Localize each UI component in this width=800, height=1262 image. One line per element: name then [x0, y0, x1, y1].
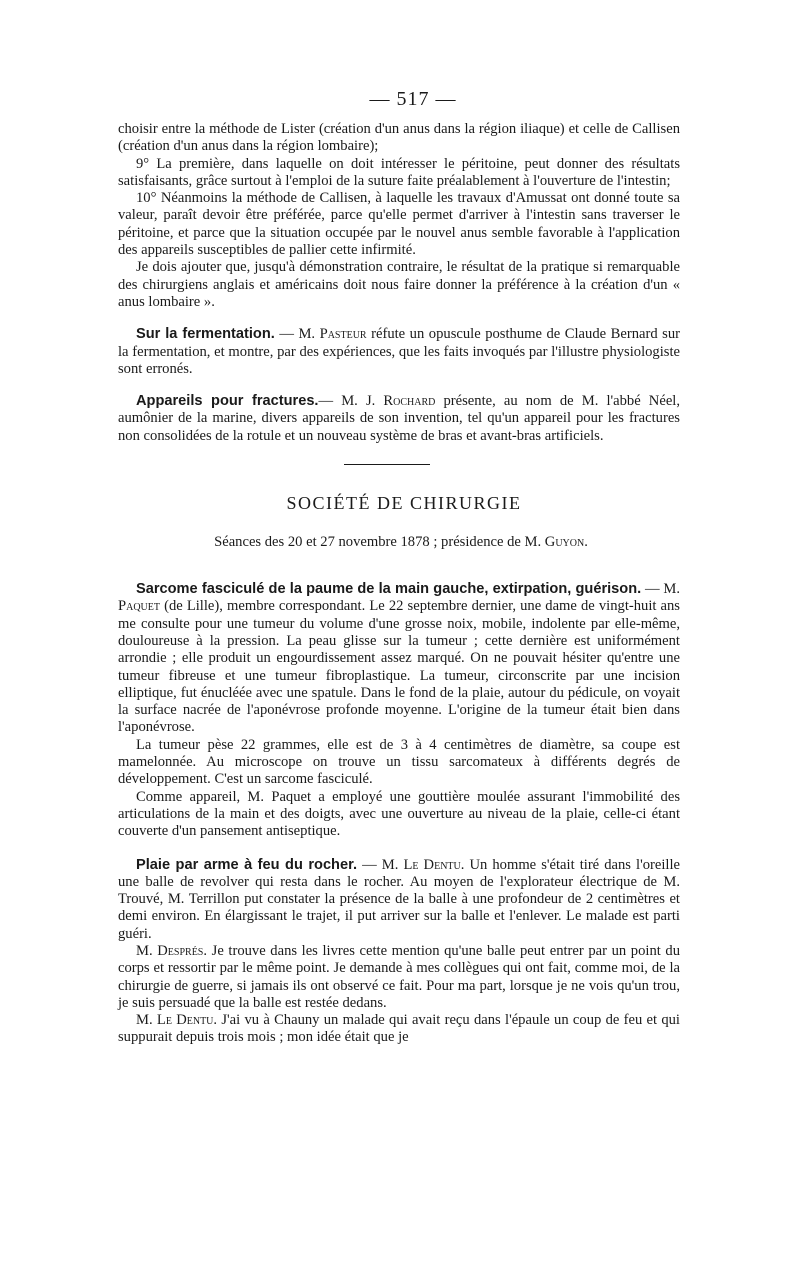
heading-appareils: Appareils pour fractures.: [136, 393, 319, 410]
paragraph-text: réfute un opuscule posthume de Claude Bernard sur la fermentation, et montre, par des expériences, que les faits invoqués par l'illustre physiologiste sont erronés.: [118, 326, 680, 377]
paragraph-point-10: 10° Néanmoins la méthode de Callisen, à laquelle les travaux d'Amussat ont donné toute sa valeur, paraît devoir être préférée, parce qu'elle permet d'arriver à l'intestin sans traverser le péritoine, et parce que la situation occupée par le nouvel anus semble favorable à l'application des appareils susceptibles de pallier cette infirmité.: [118, 190, 680, 259]
paragraph-text: présente, au nom de M. l'abbé Néel, aumônier de la marine, divers appareils de son invention, tel qu'un appareil pour les fractures non consolidées de la rotule et un nouveau système de bras et avant-bras artificiels.: [118, 393, 681, 444]
author-name: Le Dentu: [403, 856, 461, 873]
paragraph-lister-callisen: choisir entre la méthode de Lister (création d'un anus dans la région iliaque) et celle de Callisen (création d'un anus dans la région lombaire);: [118, 121, 680, 155]
heading-sarcome: Sarcome fasciculé de la paume de la main gauche, extirpation, guérison.: [136, 581, 642, 598]
dash: — M. J.: [318, 393, 384, 410]
paragraph-despres: [118, 943, 680, 1012]
subtitle-end: .: [584, 534, 588, 551]
paragraph-plaie: [118, 857, 680, 943]
author-name: Pasteur: [319, 326, 367, 343]
paragraph-text: (de Lille), membre correspondant. Le 22 septembre dernier, une dame de vingt-huit ans me consulte pour une tumeur du volume d'une grosse noix, mobile, indolente par elle-même, douloureuse à la pression. La peau glisse sur la tumeur ; cette dernière est uniformément arrondie ; elle produit un engourdissement assez marqué. On ne pouvait hésiter qu'entre une tumeur fibreuse et une tumeur fibroplastique. La tumeur, circonscrite par une incision elliptique, fut énucléée avec une spatule. Dans le fond de la plaie, autour du pédicule, on voyait la surface nacrée de l'aponévrose profonde moyenne. L'origine de la tumeur était bien dans l'aponévrose.: [118, 598, 680, 736]
dash: — M.: [274, 326, 320, 343]
section-divider: [344, 464, 430, 465]
paragraph-le-dentu: [118, 1012, 680, 1047]
heading-plaie: Plaie par arme à feu du rocher.: [136, 856, 358, 873]
section-title: SOCIÉTÉ DE CHIRURGIE: [286, 493, 522, 514]
paragraph-appareils: [118, 393, 680, 445]
heading-fermentation: Sur la fermentation.: [136, 326, 275, 343]
author-name: Rochard: [383, 393, 436, 410]
paragraph-sarcome-3: Comme appareil, M. Paquet a employé une gouttière moulée assurant l'immobilité des articulations de la main et des doigts, avec une ouverture au niveau de la plaie, celle-ci étant couverte d'un pansement antiseptique.: [118, 788, 680, 840]
dash: — M.: [641, 581, 680, 598]
paragraph-fermentation: [118, 326, 680, 378]
paragraph-conclusion: Je dois ajouter que, jusqu'à démonstration contraire, le résultat de la pratique si remarquable des chirurgiens anglais et américains doit nous faire donner la préférence à la création d'un « anus lombaire ».: [118, 259, 680, 310]
page-number: — 517 —: [369, 88, 457, 110]
paragraph-point-9: 9° La première, dans laquelle on doit intéresser le péritoine, peut donner des résultats satisfaisants, grâce surtout à l'emploi de la suture faite préalablement à l'ouverture de l'intestin;: [118, 155, 680, 189]
dash: — M.: [357, 856, 404, 873]
author-name: Le Dentu: [156, 1012, 214, 1029]
author-name: Paquet: [118, 598, 160, 615]
paragraph-sarcome-2: La tumeur pèse 22 grammes, elle est de 3 à 4 centimètres de diamètre, sa coupe est mamelonnée. Au microscope on trouve un tissu sarcomateux à différents degrés de développement. C'est un sarcome fasciculé.: [118, 736, 680, 788]
document-page: [118, 88, 680, 1047]
paragraph-text: . Je trouve dans les livres cette mention qu'une balle peut entrer par un point du corps et ressortir par le même point. Je demande à mes collègues qui ont fait, comme moi, de la chirurgie de guerre, si jamais ils ont observé ce fait. Pour ma part, lorsque je ne vois qu'un trou, je suis persuadé que la balle est restée dedans.: [118, 942, 681, 1011]
prefix: M.: [136, 1012, 157, 1029]
subtitle-text: Séances des 20 et 27 novembre 1878 ; présidence de M.: [214, 534, 545, 551]
author-name: Després: [157, 942, 204, 959]
paragraph-sarcome: [118, 581, 680, 737]
paragraph-text: . Un homme s'était tiré dans l'oreille une balle de revolver qui resta dans le rocher. Au moyen de l'explorateur électrique de M. Trouvé, M. Terrillon put constater la présence de la balle à une profondeur de 2 centimètres et demi environ. En élargissant le trajet, il put arriver sur la balle et l'enlever. Le malade est parti guéri.: [118, 856, 680, 942]
prefix: M.: [136, 942, 158, 959]
section-subtitle: [122, 534, 680, 551]
president-name: Guyon: [544, 534, 585, 551]
paragraph-text: . J'ai vu à Chauny un malade qui avait reçu dans l'épaule un coup de feu et qui suppurait depuis trois mois ; mon idée était que je: [118, 1012, 680, 1046]
